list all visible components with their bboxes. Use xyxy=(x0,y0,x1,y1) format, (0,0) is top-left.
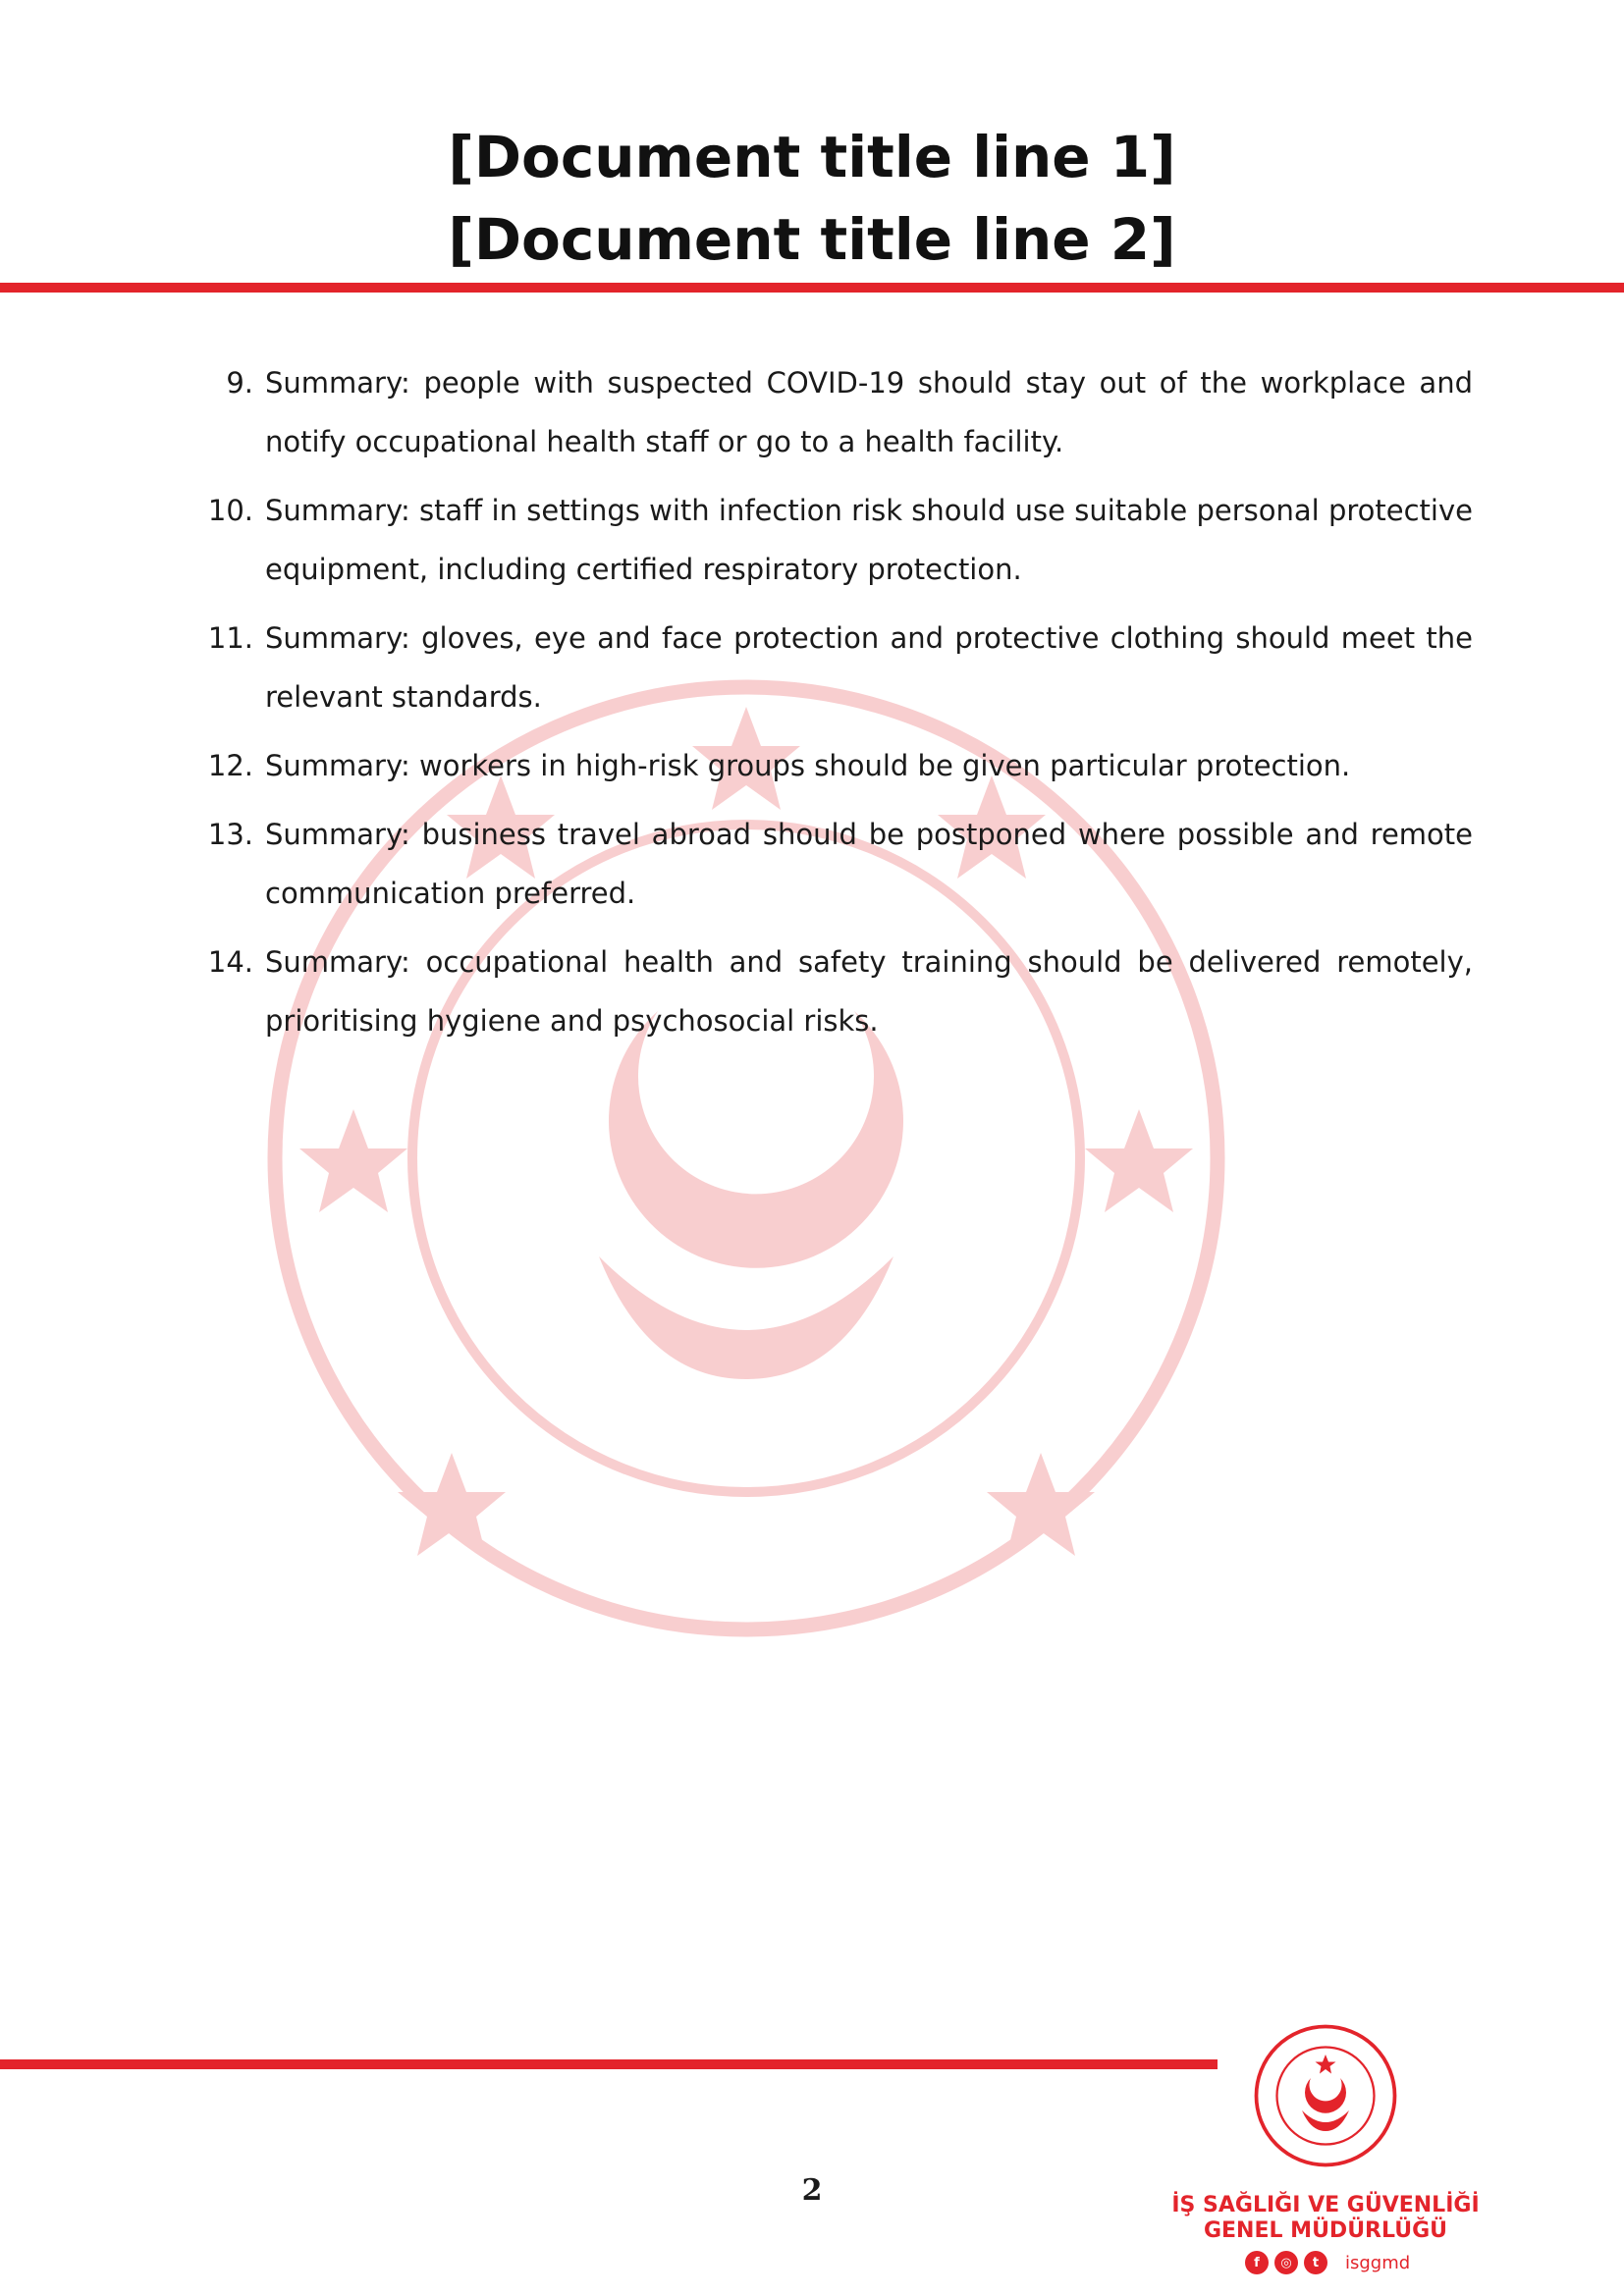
title-line-2: [Document title line 2] xyxy=(448,206,1176,273)
item-text: Summary: staff in settings with infection risk should use suitable personal protective equipment, including certified respiratory protection. xyxy=(265,494,1473,586)
org-name-line-1: İŞ SAĞLIĞI VE GÜVENLİĞİ xyxy=(1171,2193,1480,2217)
list-item xyxy=(196,805,1473,923)
page-number: 2 xyxy=(801,2173,823,2208)
header-divider xyxy=(0,283,1624,293)
item-text: Summary: business travel abroad should be postponed where possible and remote communication preferred. xyxy=(265,818,1473,910)
item-number: 13. xyxy=(207,818,253,851)
item-text: Summary: workers in high-risk groups should be given particular protection. xyxy=(265,749,1351,782)
item-number: 10. xyxy=(207,494,253,527)
footer-divider xyxy=(0,2059,1218,2069)
item-number: 11. xyxy=(207,621,253,655)
org-name-line-2: GENEL MÜDÜRLÜĞÜ xyxy=(1203,2218,1448,2243)
list-item xyxy=(196,933,1473,1050)
social-links xyxy=(1245,2251,1410,2274)
list-item xyxy=(196,353,1473,471)
list-item xyxy=(196,609,1473,726)
instagram-icon[interactable]: ◎ xyxy=(1274,2251,1298,2274)
item-text: Summary: gloves, eye and face protection and protective clothing should meet the relevant standards. xyxy=(265,621,1473,714)
facebook-icon[interactable]: f xyxy=(1245,2251,1269,2274)
measures-list xyxy=(196,353,1473,1060)
twitter-icon[interactable]: t xyxy=(1304,2251,1327,2274)
item-text: Summary: people with suspected COVID-19 should stay out of the workplace and notify occupational health staff or go to a health facility. xyxy=(265,366,1473,458)
ministry-logo xyxy=(1252,2022,1399,2169)
item-text: Summary: occupational health and safety training should be delivered remotely, prioritising hygiene and psychosocial risks. xyxy=(265,945,1473,1038)
list-item xyxy=(196,481,1473,599)
item-number: 9. xyxy=(226,366,253,400)
item-number: 14. xyxy=(207,945,253,979)
page-title xyxy=(0,116,1624,281)
title-line-1: [Document title line 1] xyxy=(448,124,1176,190)
social-handle: isggmd xyxy=(1345,2252,1411,2273)
list-item xyxy=(196,736,1473,795)
item-number: 12. xyxy=(207,749,253,782)
